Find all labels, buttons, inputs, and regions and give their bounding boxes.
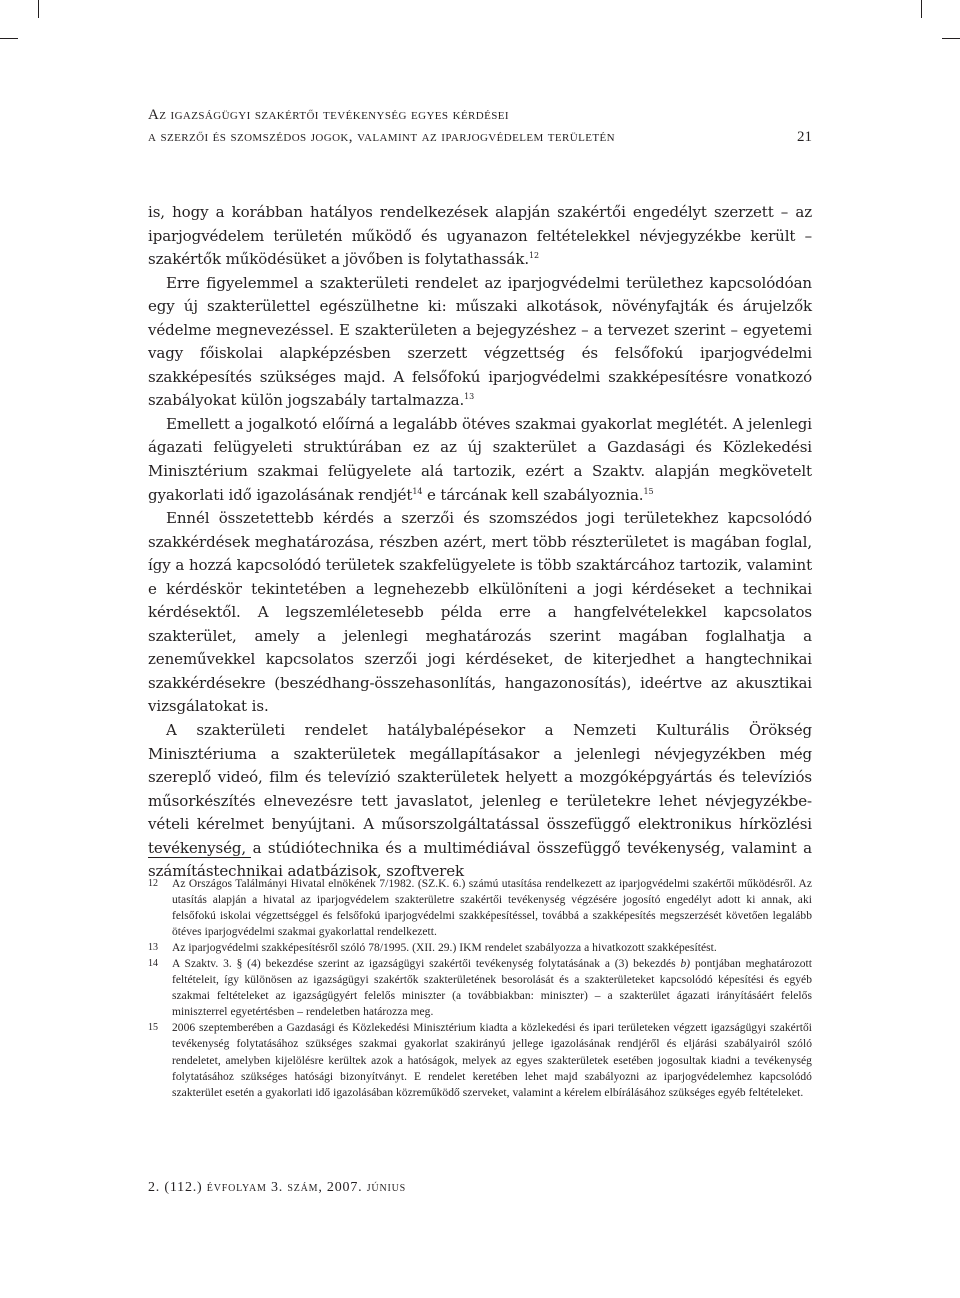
footnote-number: 12 [148,878,159,889]
footnote-number: 15 [148,1022,159,1034]
paragraph-3-text-a: Emellett a jogalkotó előírná a legalább ötéves szakmai gyakorlat meglétét. A jelenlegi ágazati felügyeleti struktúrában ez az új szakterület a Gazdasági és Közlekedési Minisztérium szakmai felügyelete alá tartozik, ezért a Szaktv. alapján megkövetelt gyakorlati idő igazolásának rendjét [148,414,812,504]
crop-mark-top-left-horizontal [0,38,18,39]
footnote-text: Az iparjogvédelmi szakképesítésről szóló 78/1995. (XII. 29.) IKM rendelet szabályozza a hivatkozott szakképesítést. [172,942,717,955]
header-line-2: a szerzői és szomszédos jogok, valamint az iparjogvédelem területén [148,129,615,145]
paragraph-1-text: is, hogy a korábban hatályos rendelkezések alapján szakértői engedélyt szerzett – az iparjogvédelem területén működő és ugyanazon feltételekkel névjegyzékbe került – szakértők működésüket a jövőben is folytathassák. [148,203,812,269]
paragraph-2-text: Erre figyelemmel a szakterületi rendelet az iparjogvédelmi területhez kapcsolódóan egy új szakterülettel egészülhetne ki: műszaki alkotások, növényfajták és árujelzők védelme megnevezéssel. E szakterületen a bejegyzéshez – a tervezet szerint – egyetemi vagy főiskolai alapképzésben szerzett végzettség és felsőfokú iparjogvédelmi szakképesítés szükséges majd. A felsőfokú iparjogvédelmi szakképesítésre vonatkozó szabályokat külön jogszabály tartalmazza. [148,273,812,410]
paragraph-2 [148,272,812,413]
footnote-15 [148,1020,812,1100]
footnote-italic: b) [680,958,691,971]
footnote-text-b: pontjában meghatározott feltételeit, így különösen az igazságügyi szakértők szakterületének besorolását és a szakterületeket kapcsolódó képesítési és egyéb szakmai feltételeket az igazságügyért felelős miniszter (a továbbiakban: miniszter) – a szakterület ágazati irányításáért felelős miniszterrel egyetértésben – rendeletben határozza meg. [172,958,812,1019]
page-footer: 2. (112.) évfolyam 3. szám, 2007. június [148,1180,406,1195]
footnote-14 [148,956,812,1020]
paragraph-3-text-b: e tárcának kell szabályoznia. [422,485,644,504]
footnote-ref-15[interactable]: 15 [643,486,654,496]
crop-mark-top-right [921,0,922,18]
footnote-number: 13 [148,942,159,954]
main-text [148,201,812,884]
paragraph-3 [148,413,812,507]
footnote-ref-14[interactable]: 14 [412,486,423,496]
footnote-text: Az Országos Találmányi Hivatal elnökének 7/1982. (SZ.K. 6.) számú utasítása rendelkezett az iparjogvédelmi szakértői működésről. Az utasítás alapján a hivatal az iparjogvédelem szakterületre szakértői tevékenység végzésére jogosító engedélyt adott ki annak, aki felsőfokú iskolai végzettséggel és felsőfokú iparjogvédelmi szakképesítéssel, továbbá a szakképesítés megszerzését követően legalább ötéves iparjogvédelmi szakmai gyakorlattal rendelkezett. [172,878,812,939]
page-number: 21 [797,129,812,145]
footnote-separator [148,857,251,858]
paragraph-4: Ennél összetettebb kérdés a szerzői és szomszédos jogi területekhez kapcsolódó szakkérdések meghatározása, részben azért, mert több részterületet is magában foglal, így a hozzá kapcsolódó területek szakfelügyelete is több szaktárcához tartozik, valamint e kérdéskör tekintetében a legnehezebb elkülöníteni a jogi kérdéseket a technikai kérdésektől. A legszemléletesebb példa erre a hangfelvételekkel kapcsolatos szakterület, amely a jelenlegi meghatározás szerint magában foglalhatja a zeneművekkel kapcsolatos szerzői jogi kérdéseket, de kiterjedhet a hangtechnikai szakkérdésekre (beszédhang-összehasonlítás, hangazonosítás), ideértve az akusztikai vizsgálatokat is. [148,509,812,716]
crop-mark-top-right-horizontal [942,38,960,39]
crop-mark-top-left [38,0,39,18]
running-header [148,104,812,148]
footnote-13 [148,940,812,956]
footnotes [148,876,812,1101]
footnote-text-a: A Szaktv. 3. § (4) bekezdése szerint az igazságügyi szakértői tevékenység folytatásának a (3) bekezdés [172,958,681,971]
footnote-12 [148,876,812,940]
paragraph-5: A szakterületi rendelet hatálybalépésekor a Nemzeti Kulturális Örökség Minisztériuma a szakterületek megállapításakor a jelenlegi névjegyzékben még szereplő videó, film és televízió szakterületek helyett a mozgóképgyártás és televíziós műsorkészítés elnevezésre tett javaslatot, jelenleg e területekre lehet névjegyzékbe-vételi kérelmet benyújtani. A műsorszolgáltatással összefüggő elektronikus hírközlési tevékenység, a stúdiótechnika és a multimédiával összefüggő tevékenység, valamint a számítástechnikai adatbázisok, szoftverek [148,721,812,881]
footnote-text: 2006 szeptemberében a Gazdasági és Közlekedési Minisztérium kiadta a közlekedési és ipari területeken végzett igazságügyi szakértői tevékenység folytatásához szükséges szakmai gyakorlat szakirányú jellege igazolásának rendjéről és eljárási szabályairól szóló rendeletet, amelyben kijelölésre kerültek azok a hatóságok, melyek az egyes szakterületek esetében jogosultak kiadni a tevékenység folytatásához szükséges hatósági bizonyítványt. E rendelet keretében lehet majd szabályozni az iparjogvédelemhez kapcsolódó szakterület esetén a gyakorlati idő igazolásában közreműködő szerveket, valamint a kérelem elbírálásához szükséges egyéb feltételeket. [172,1022,812,1099]
paragraph-1 [148,201,812,272]
header-line-1: Az igazságügyi szakértői tevékenység egyes kérdései [148,107,509,123]
footnote-ref-13[interactable]: 13 [464,392,475,402]
footnote-number: 14 [148,958,159,970]
footnote-ref-12[interactable]: 12 [529,251,540,261]
